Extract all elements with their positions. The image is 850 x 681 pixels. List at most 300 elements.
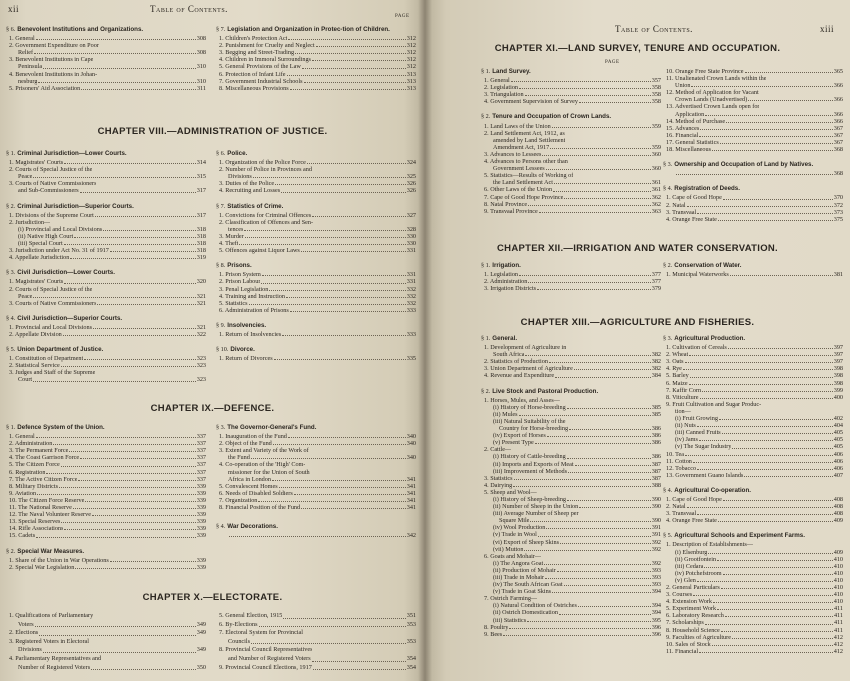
entry-title: (i) Natural Condition of Ostriches (493, 602, 577, 610)
entry-title: 3. Penal Legislation (219, 285, 269, 293)
entry-title: 1. Magistrates' Courts (9, 278, 64, 286)
dot-leader (80, 458, 196, 459)
page-number: 337 (196, 440, 206, 448)
page-number: 318 (196, 225, 206, 233)
spacer (216, 314, 416, 318)
dot-leader (34, 53, 196, 54)
dot-leader (519, 275, 651, 276)
entry-title: 1. Land Laws of the Union (484, 122, 551, 130)
entry-title: 6. Laboratory Research (666, 612, 724, 620)
chapter-heading-xii: CHAPTER XII.—IRRIGATION AND WATER CONSERVATION. (497, 243, 778, 254)
toc-entry (6, 621, 206, 630)
dot-leader (732, 448, 832, 449)
toc-entry (663, 472, 843, 479)
section-number: § 4. (6, 314, 16, 322)
toc-entry (663, 619, 843, 626)
dot-leader (282, 335, 406, 336)
toc-entry (216, 355, 416, 362)
dot-leader (722, 433, 833, 434)
toc-entry (663, 570, 843, 577)
dot-leader (539, 212, 651, 213)
entry-title: 4. Advances to Persons other than (484, 158, 568, 166)
dot-leader (713, 602, 833, 603)
toc-entry (6, 532, 206, 539)
dot-leader (245, 237, 406, 238)
toc-ch13-col1 (481, 331, 661, 638)
dot-leader (705, 624, 833, 625)
entry-title: 8. Poultry (484, 623, 509, 631)
toc-entry (6, 376, 206, 383)
dot-leader (33, 381, 196, 382)
section-heading (6, 315, 206, 322)
dot-leader (81, 89, 196, 90)
dot-leader (700, 129, 832, 130)
dot-leader (61, 366, 196, 367)
page-number: 339 (196, 518, 206, 526)
toc-entry (6, 49, 206, 56)
section-number: § 4. (663, 185, 673, 193)
entry-title: (iii) Average Number of Sheep per (493, 510, 579, 518)
dot-leader (525, 355, 650, 356)
toc-entry (6, 78, 206, 85)
spacer (481, 105, 661, 109)
page-number: 339 (196, 482, 206, 490)
dot-leader (579, 102, 651, 103)
toc-entry (663, 89, 843, 96)
entry-title: 13. Government Guano Islands (666, 471, 744, 479)
dot-leader (287, 75, 406, 76)
toc-entry (663, 170, 843, 177)
page-number: 410 (833, 591, 843, 599)
section-number: § 4. (663, 486, 673, 494)
section-title: Divorce. (230, 346, 255, 354)
dot-leader (685, 455, 833, 456)
page-number: 393 (651, 566, 661, 574)
entry-title: 7. Cape of Good Hope Province (484, 193, 564, 201)
dot-leader (503, 635, 651, 636)
toc-entry (481, 553, 661, 560)
toc-entry (481, 446, 661, 453)
section-heading (663, 161, 843, 168)
dot-leader (229, 536, 406, 537)
page-number: 317 (196, 187, 206, 195)
section-number: § 3. (663, 335, 673, 342)
toc-entry (216, 504, 416, 511)
toc-entry (216, 49, 416, 56)
dot-leader (535, 443, 651, 444)
spacer (663, 479, 843, 483)
entry-title: 1. General (484, 77, 510, 85)
section-heading (216, 262, 416, 269)
entry-title: 5. General Provisions of the Law (219, 63, 301, 71)
dot-leader (575, 465, 651, 466)
toc-entry (481, 165, 661, 172)
entry-title: (iv) The South African Goat (493, 581, 563, 589)
entry-title: 6. Protection of Infant Life (219, 70, 286, 78)
toc-entry (663, 209, 843, 216)
page-number: 386 (651, 432, 661, 440)
entry-title: (ii) Grootfontein (675, 555, 717, 563)
dot-leader (312, 661, 406, 662)
entry-title: Court (18, 376, 33, 384)
page-number: 318 (196, 232, 206, 240)
section-heading (6, 203, 206, 210)
entry-title: 4. Dairying (484, 481, 513, 489)
folio-right: xiii (820, 24, 835, 34)
entry-title: (v) Trade in Wool (493, 531, 537, 539)
entry-title: missioner for the Union of South (228, 468, 310, 476)
page-number: 328 (406, 225, 416, 233)
page-number: 410 (833, 555, 843, 563)
entry-title: (iii) Canned Fruits (675, 429, 721, 437)
page-number: 326 (406, 180, 416, 188)
entry-title: (v) The Sugar Industry (675, 443, 732, 451)
dot-leader (545, 578, 651, 579)
toc-entry (6, 454, 206, 461)
entry-title: and Number of Registered Voters (228, 654, 311, 662)
entry-title: 4. Co-operation of the 'High' Com- (219, 461, 306, 469)
dot-leader (244, 230, 405, 231)
page-number: 406 (833, 464, 843, 472)
section-heading (663, 532, 843, 539)
entry-title: 2. Classification of Offences and Sen- (219, 218, 314, 226)
toc-entry (216, 286, 416, 293)
toc-entry (481, 602, 661, 609)
toc-entry (6, 56, 206, 63)
section-number: § 1. (481, 335, 491, 342)
toc-entry (663, 68, 843, 75)
page-number: 312 (406, 63, 416, 71)
toc-entry (663, 577, 843, 584)
entry-title: 8. Household Science (666, 626, 720, 634)
spacer (6, 195, 206, 199)
entry-title: tion— (675, 407, 691, 415)
entry-title: 2. Land Settlement Act, 1912, as (484, 129, 565, 137)
entry-title: 1. Cape of Good Hope (666, 495, 722, 503)
entry-title: 4. Benevolent Institutions in Johan- (9, 70, 98, 78)
section-title: Prisons. (227, 262, 252, 270)
entry-title: 3. The Permanent Force (9, 447, 69, 455)
toc-entry (663, 641, 843, 648)
dot-leader (312, 60, 406, 61)
section-heading (6, 150, 206, 157)
toc-entry (481, 123, 661, 130)
dot-leader (689, 355, 832, 356)
dot-leader (546, 169, 651, 170)
page-number: 363 (651, 207, 661, 215)
toc-entry (216, 307, 416, 314)
toc-entry (216, 173, 416, 180)
entry-title: Peninsula (18, 63, 43, 71)
toc-entry (216, 300, 416, 307)
dot-leader (64, 283, 195, 284)
dot-leader (312, 216, 406, 217)
page-number: 360 (651, 150, 661, 158)
toc-entry (663, 401, 843, 408)
dot-leader (702, 391, 833, 392)
page-number: 373 (833, 208, 843, 216)
toc-entry (6, 187, 206, 194)
toc-entry (6, 254, 206, 261)
dot-leader (35, 626, 196, 627)
entry-title: 4. Recruiting and Losses (219, 187, 281, 195)
entry-title: 9. Bees (484, 630, 503, 638)
entry-title: 1. Convictions for Criminal Offences (219, 211, 312, 219)
page-number: 312 (406, 56, 416, 64)
page-number: 393 (651, 574, 661, 581)
toc-entry (663, 216, 843, 223)
toc-entry (663, 563, 843, 570)
dot-leader (288, 437, 406, 438)
toc-entry (6, 476, 206, 483)
dot-leader (36, 39, 196, 40)
toc-entry (6, 369, 206, 376)
dot-leader (69, 451, 195, 452)
dot-leader (281, 192, 406, 193)
toc-entry (663, 584, 843, 591)
page-number: 394 (651, 588, 661, 596)
dot-leader (699, 136, 832, 137)
page-number: 410 (833, 562, 843, 570)
dot-leader (567, 500, 651, 501)
entry-title: 1. Return of Divorces (219, 355, 273, 363)
section-number: § 7. (216, 202, 226, 210)
dot-leader (46, 473, 195, 474)
entry-title: 12. Method of Application for Vacant (666, 89, 759, 97)
entry-title: 1. Prison System (219, 271, 261, 279)
dot-leader (36, 437, 196, 438)
dot-leader (524, 550, 650, 551)
entry-title: 1. Constitution of Department (9, 355, 84, 363)
dot-leader (560, 543, 651, 544)
toc-entry (216, 497, 416, 504)
toc-entry (481, 365, 661, 372)
toc-entry (6, 469, 206, 476)
entry-title: 1. Horses, Mules, and Asses— (484, 396, 560, 404)
dot-leader (527, 621, 651, 622)
section-heading (481, 113, 661, 120)
toc-entry (6, 646, 206, 655)
page-number: 323 (196, 376, 206, 384)
entry-title: (vi) Export of Sheep Skins (493, 538, 559, 546)
entry-title: 2. General Particulars (666, 584, 720, 591)
page-number: 382 (651, 358, 661, 366)
toc-entry (481, 172, 661, 179)
entry-title: 5. Sheep and Wool— (484, 488, 537, 496)
spacer (6, 540, 206, 544)
toc-entry (216, 240, 416, 247)
dot-leader (301, 508, 406, 509)
toc-entry (663, 541, 843, 548)
toc-entry (663, 556, 843, 563)
entry-title: 9. Fruit Cultivation and Sugar Produc- (666, 400, 762, 408)
entry-title: 3. Courses (666, 591, 693, 599)
entry-title: 12. The Naval Volunteer Reserve (9, 511, 91, 519)
dot-leader (697, 426, 833, 427)
page-number: 333 (406, 306, 416, 314)
page-number: 408 (833, 495, 843, 503)
section-title: Insolvencies. (227, 321, 267, 329)
toc-entry (6, 247, 206, 254)
section-heading (663, 262, 843, 269)
section-title: Criminal Jurisdiction—Lower Courts. (17, 150, 127, 157)
toc-ch12-col1 (481, 258, 661, 292)
entry-title: 4. Parliamentary Representatives and (9, 654, 102, 662)
toc-ch8-col1 (6, 146, 206, 384)
page-number: 387 (651, 474, 661, 482)
page-number: 337 (196, 461, 206, 469)
dot-leader (721, 631, 833, 632)
page-number: 332 (406, 285, 416, 293)
entry-title: Councils (228, 637, 251, 645)
dot-leader (279, 487, 406, 488)
dot-leader (683, 369, 833, 370)
entry-title: 2. Special War Legislation (9, 563, 75, 571)
entry-title: 2. Legislation (484, 84, 519, 92)
page-number: 361 (651, 186, 661, 194)
toc-entry (663, 118, 843, 125)
section-number: § 2. (663, 262, 673, 269)
section-heading (663, 487, 843, 494)
page-number: 312 (406, 35, 416, 43)
page-number: 385 (651, 403, 661, 411)
page-number: 366 (833, 82, 843, 90)
dot-leader (316, 46, 406, 47)
page-number: 359 (651, 143, 661, 151)
dot-leader (552, 127, 651, 128)
entry-title: 3. Courts of Native Commissioners (9, 299, 97, 307)
dot-leader (290, 89, 406, 90)
entry-title: 8. Provincial Council Representatives (219, 646, 313, 654)
section-number: § 6. (216, 150, 226, 157)
page-number: 321 (196, 299, 206, 307)
entry-title: 4. Theft (219, 240, 239, 248)
toc-entry (6, 355, 206, 362)
toc-entry (663, 394, 843, 401)
entry-title: 7. Ostrich Farming— (484, 595, 538, 603)
dot-leader (513, 486, 651, 487)
dot-leader (61, 466, 196, 467)
page-number: 310 (196, 63, 206, 71)
entry-title: 8. Natal Province (484, 200, 528, 208)
toc-entry (6, 212, 206, 219)
toc-entry (216, 293, 416, 300)
toc-entry (216, 187, 416, 194)
dot-leader (547, 436, 651, 437)
entry-title: 14. Method of Purchase (666, 117, 726, 125)
entry-title: and Sub-Commissioners (18, 187, 79, 195)
page-number: 333 (406, 330, 416, 338)
entry-title: 13. Advertised Crown Lands open for (666, 103, 760, 111)
page-number: 324 (406, 159, 416, 167)
toc-entry (216, 63, 416, 70)
entry-title: (iii) Statistics (493, 616, 527, 624)
toc-entry (481, 482, 661, 489)
dot-leader (63, 335, 196, 336)
entry-title: (iii) Improvement of Methods (493, 467, 568, 475)
toc-entry (6, 490, 206, 497)
toc-entry (481, 567, 661, 574)
dot-leader (717, 609, 833, 610)
section-heading (6, 424, 206, 431)
toc-entry (481, 358, 661, 365)
entry-title: 5. Offences against Liquor Laws (219, 247, 300, 255)
dot-leader (554, 183, 651, 184)
entry-title: 3. Advances to Lessees (484, 150, 542, 158)
page-number: 330 (406, 232, 416, 240)
section-title: Agricultural Schools and Experiment Farms. (674, 532, 805, 540)
page-number: 366 (833, 96, 843, 104)
toc-entry (481, 631, 661, 638)
page-number: 368 (833, 170, 843, 178)
toc-entry (6, 362, 206, 369)
toc-entry (6, 35, 206, 42)
toc-entry (216, 532, 416, 539)
toc-entry (481, 468, 661, 475)
toc-entry (481, 432, 661, 439)
entry-title: (ii) Mules (493, 410, 518, 418)
entry-title: 18. Miscellaneous (666, 146, 712, 154)
toc-entry (216, 638, 416, 647)
toc-entry (663, 415, 843, 422)
entry-title: South Africa (493, 351, 525, 359)
dot-leader (690, 377, 833, 378)
toc-entry (481, 285, 661, 292)
toc-entry (216, 447, 416, 454)
dot-leader (537, 289, 651, 290)
entry-title: 6. Goats and Mohair— (484, 552, 542, 560)
dot-leader (64, 163, 195, 164)
dot-leader (744, 476, 832, 477)
page-number: 410 (833, 584, 843, 591)
toc-entry (6, 564, 206, 571)
entry-title: (iii) Trade in Mohair (493, 574, 545, 581)
entry-title: 2. Statistical Service (9, 362, 60, 370)
entry-title: 5. Experiment Work (666, 605, 717, 613)
entry-title: 1. Children's Protection Act (219, 35, 288, 43)
page-number: 395 (651, 616, 661, 624)
toc-entry (481, 194, 661, 201)
toc-block-top-right (216, 22, 416, 92)
dot-leader (304, 82, 406, 83)
page-number: 398 (833, 379, 843, 387)
entry-title: (iii) Cedara (675, 562, 704, 570)
dot-leader (274, 359, 406, 360)
entry-title: 10. The Citizen Force Reserve (9, 496, 85, 504)
dot-leader (730, 275, 833, 276)
entry-title: 2. Object of the Fund (219, 440, 272, 448)
page-number: 412 (833, 640, 843, 648)
toc-entry (663, 517, 843, 524)
toc-entry (663, 365, 843, 372)
page-number: 408 (833, 503, 843, 511)
section-title: Criminal Jurisdiction—Superior Courts. (17, 202, 134, 210)
dot-leader (258, 501, 405, 502)
entry-title: 3. Duties of the Police (219, 180, 275, 188)
dot-leader (37, 494, 196, 495)
page-number: 392 (651, 545, 661, 553)
dot-leader (718, 220, 833, 221)
section-title: The Governor-General's Fund. (227, 424, 317, 431)
page-number: 411 (833, 605, 843, 613)
toc-entry (6, 440, 206, 447)
spacer (663, 153, 843, 157)
section-number: § 1. (6, 150, 16, 157)
toc-entry (481, 489, 661, 496)
page-number: 402 (833, 415, 843, 423)
section-heading (481, 262, 661, 269)
entry-title: 5. General Election, 1915 (219, 612, 283, 619)
